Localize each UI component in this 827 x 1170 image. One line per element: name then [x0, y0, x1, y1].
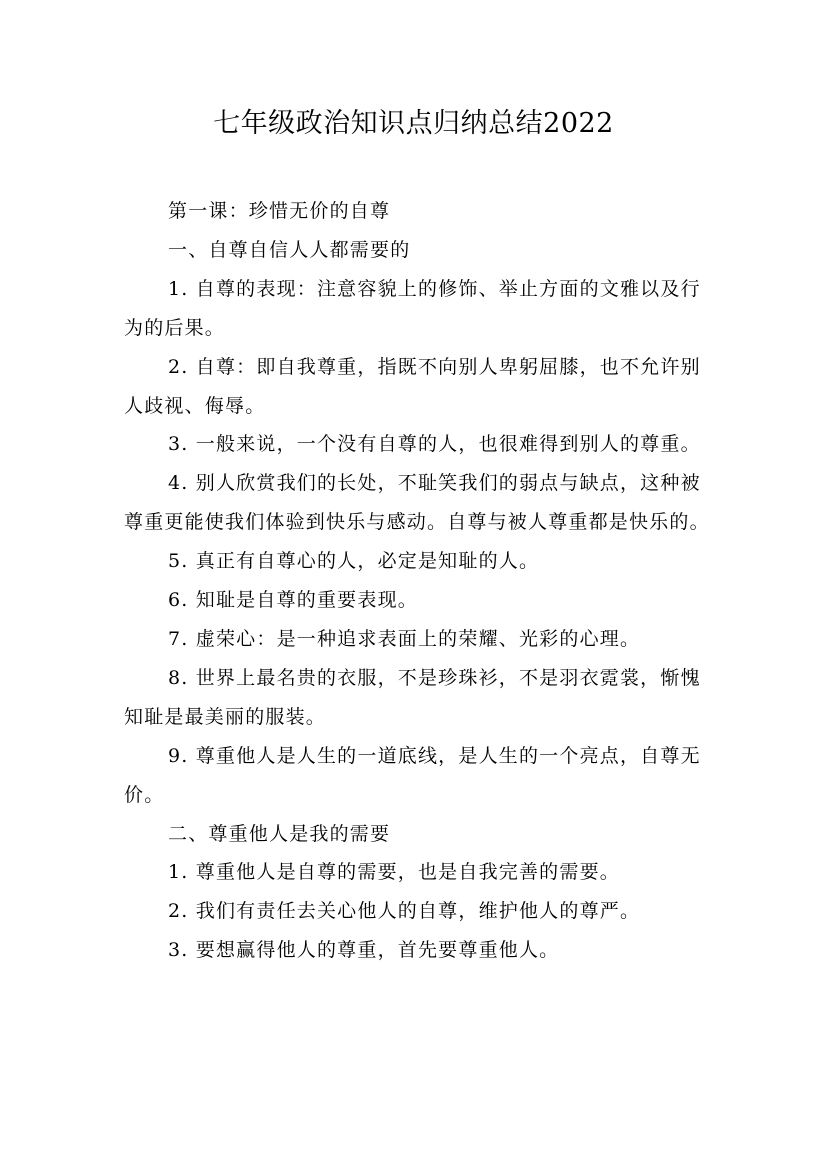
paragraph: 4. 别人欣赏我们的长处，不耻笑我们的弱点与缺点，这种被尊重更能使我们体验到快乐与感动。自尊与被人尊重都是快乐的。: [124, 472, 710, 534]
paragraph: 2. 我们有责任去关心他人的自尊，维护他人的尊严。: [168, 900, 641, 923]
paragraph: 9. 尊重他人是人生的一道底线，是人生的一个亮点，自尊无价。: [124, 744, 701, 806]
section-heading: 一、自尊自信人人都需要的: [168, 238, 411, 261]
paragraph: 2. 自尊：即自我尊重，指既不向别人卑躬屈膝，也不允许别人歧视、侮辱。: [124, 355, 701, 417]
lesson-heading: 第一课：珍惜无价的自尊: [168, 200, 391, 222]
document-body: [124, 192, 714, 970]
paragraph: 5. 真正有自尊心的人，必定是知耻的人。: [168, 550, 540, 573]
paragraph: 6. 知耻是自尊的重要表现。: [168, 589, 418, 612]
paragraph: 7. 虚荣心：是一种追求表面上的荣耀、光彩的心理。: [168, 627, 641, 650]
document-title: 七年级政治知识点归纳总结2022: [213, 108, 614, 139]
paragraph: 8. 世界上最名贵的衣服，不是珍珠衫，不是羽衣霓裳，惭愧知耻是最美丽的服装。: [124, 666, 701, 728]
paragraph: 3. 一般来说，一个没有自尊的人，也很难得到别人的尊重。: [168, 433, 701, 456]
paragraph: 1. 自尊的表现：注意容貌上的修饰、举止方面的文雅以及行为的后果。: [124, 277, 701, 339]
section-heading: 二、尊重他人是我的需要: [168, 822, 391, 845]
paragraph: 1. 尊重他人是自尊的需要，也是自我完善的需要。: [168, 861, 620, 884]
paragraph: 3. 要想赢得他人的尊重，首先要尊重他人。: [168, 939, 560, 962]
